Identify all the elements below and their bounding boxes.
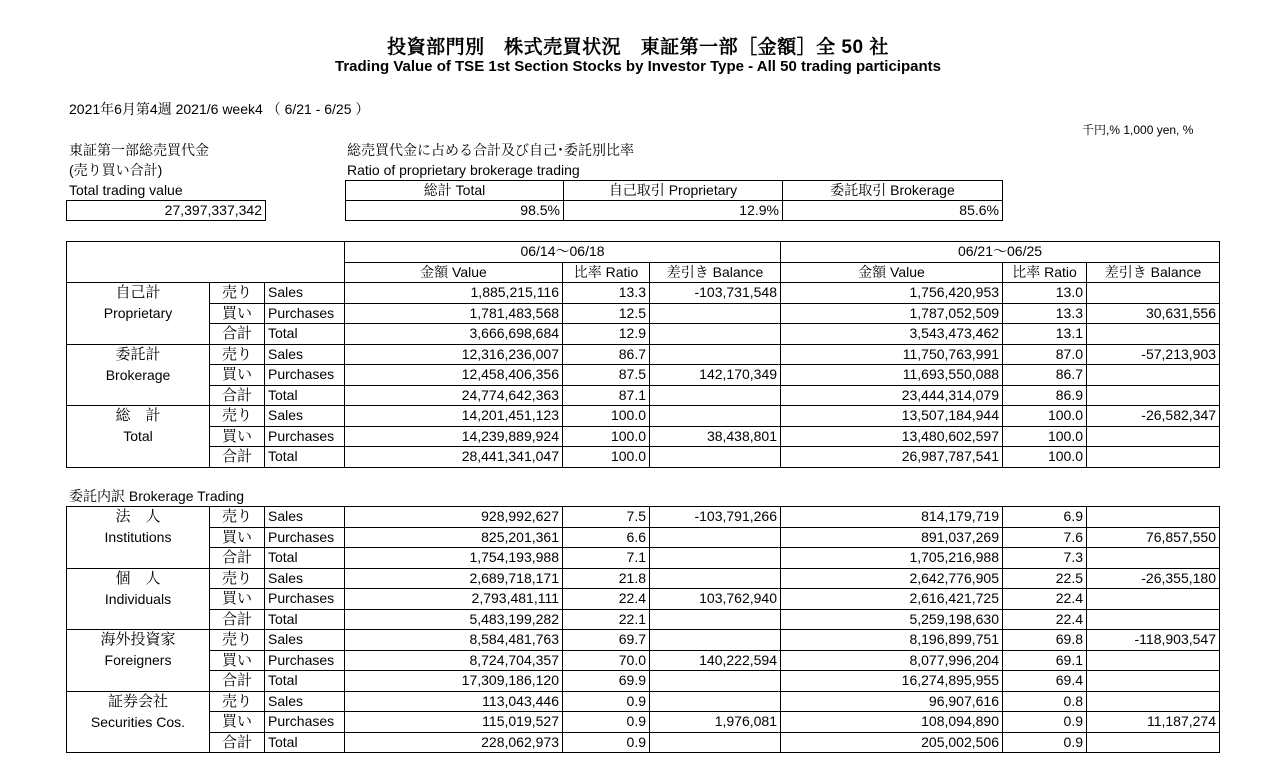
- row-type-en: Purchases: [265, 589, 345, 610]
- table-row: [67, 650, 1220, 671]
- period-header-2: 06/21～06/25: [781, 242, 1220, 263]
- unit-label: 千円,% 1,000 yen, %: [1082, 123, 1194, 137]
- col-header-balance-1: 差引き Balance: [650, 262, 781, 283]
- balance-period-1: [650, 527, 781, 548]
- value-period-2: 2,642,776,905: [781, 568, 1003, 589]
- balance-period-2: [1087, 385, 1220, 406]
- group-label: [67, 630, 210, 692]
- value-period-1: 1,754,193,988: [345, 548, 563, 569]
- row-type-en: Sales: [265, 568, 345, 589]
- row-type-en: Purchases: [265, 527, 345, 548]
- row-type-en: Sales: [265, 507, 345, 528]
- value-period-2: 11,693,550,088: [781, 365, 1003, 386]
- balance-period-1: [650, 406, 781, 427]
- value-period-2: 23,444,314,079: [781, 385, 1003, 406]
- table-row: [67, 344, 1220, 365]
- week-label: 2021年6月第4週 2021/6 week4 （ 6/21 - 6/25 ）: [69, 101, 370, 117]
- row-type-jp: 合計: [210, 385, 265, 406]
- value-period-2: 11,750,763,991: [781, 344, 1003, 365]
- group-name-jp: 自己計: [115, 284, 161, 301]
- group-name-en: Securities Cos.: [90, 713, 186, 730]
- row-type-jp: 合計: [210, 324, 265, 345]
- value-period-1: 825,201,361: [345, 527, 563, 548]
- value-period-1: 14,239,889,924: [345, 426, 563, 447]
- row-type-jp: 買い: [210, 650, 265, 671]
- total-value-label-jp: 東証第一部総売買代金: [69, 142, 209, 158]
- value-period-2: 5,259,198,630: [781, 609, 1003, 630]
- group-label: [67, 406, 210, 468]
- group-name-jp: 証券会社: [107, 692, 168, 710]
- total-value: 27,397,337,342: [67, 201, 266, 221]
- row-type-jp: 合計: [210, 671, 265, 692]
- balance-period-1: 142,170,349: [650, 365, 781, 386]
- ratio-period-2: 69.1: [1003, 650, 1087, 671]
- ratio-period-1: 100.0: [563, 447, 650, 468]
- row-type-en: Sales: [265, 691, 345, 712]
- table-row: [67, 303, 1220, 324]
- ratio-period-1: 86.7: [563, 344, 650, 365]
- value-period-2: 3,543,473,462: [781, 324, 1003, 345]
- value-period-2: 1,787,052,509: [781, 303, 1003, 324]
- ratio-header-proprietary: 自己取引 Proprietary: [564, 181, 783, 201]
- ratio-period-2: 7.6: [1003, 527, 1087, 548]
- ratio-label-jp: 総売買代金に占める合計及び自己･委託別比率: [347, 142, 634, 158]
- group-name-en: Individuals: [104, 590, 172, 607]
- table-row: [67, 712, 1220, 733]
- balance-period-1: [650, 548, 781, 569]
- balance-period-1: 103,762,940: [650, 589, 781, 610]
- balance-period-2: [1087, 691, 1220, 712]
- row-type-jp: 売り: [210, 344, 265, 365]
- balance-period-1: -103,731,548: [650, 283, 781, 304]
- ratio-period-1: 7.1: [563, 548, 650, 569]
- value-period-1: 8,584,481,763: [345, 630, 563, 651]
- row-type-en: Sales: [265, 283, 345, 304]
- value-period-2: 8,077,996,204: [781, 650, 1003, 671]
- ratio-period-1: 22.4: [563, 589, 650, 610]
- balance-period-1: 1,976,081: [650, 712, 781, 733]
- ratio-period-2: 87.0: [1003, 344, 1087, 365]
- row-type-jp: 買い: [210, 589, 265, 610]
- table-row: [67, 527, 1220, 548]
- total-value-box: [66, 200, 266, 221]
- header-blank: [67, 242, 345, 283]
- value-period-1: 2,689,718,171: [345, 568, 563, 589]
- ratio-period-1: 69.9: [563, 671, 650, 692]
- row-type-en: Total: [265, 732, 345, 753]
- main-trading-table: [66, 241, 1220, 468]
- row-type-jp: 合計: [210, 732, 265, 753]
- balance-period-1: [650, 671, 781, 692]
- ratio-period-1: 12.9: [563, 324, 650, 345]
- balance-period-2: [1087, 507, 1220, 528]
- balance-period-2: [1087, 548, 1220, 569]
- row-type-jp: 合計: [210, 447, 265, 468]
- value-period-1: 113,043,446: [345, 691, 563, 712]
- row-type-en: Total: [265, 447, 345, 468]
- ratio-table: [345, 180, 1003, 221]
- table-row: [67, 365, 1220, 386]
- balance-period-1: [650, 609, 781, 630]
- col-header-value-2: 金額 Value: [781, 262, 1003, 283]
- balance-period-1: [650, 385, 781, 406]
- total-value-label-en: Total trading value: [69, 182, 183, 198]
- table-row: [67, 507, 1220, 528]
- value-period-1: 928,992,627: [345, 507, 563, 528]
- value-period-1: 1,885,215,116: [345, 283, 563, 304]
- group-label: [67, 507, 210, 569]
- row-type-en: Sales: [265, 344, 345, 365]
- balance-period-2: -118,903,547: [1087, 630, 1220, 651]
- group-label: [67, 568, 210, 630]
- ratio-period-2: 13.0: [1003, 283, 1087, 304]
- ratio-value-brokerage: 85.6%: [783, 201, 1003, 221]
- ratio-value-proprietary: 12.9%: [564, 201, 783, 221]
- value-period-2: 16,274,895,955: [781, 671, 1003, 692]
- table-row: [67, 609, 1220, 630]
- ratio-period-1: 70.0: [563, 650, 650, 671]
- balance-period-2: [1087, 426, 1220, 447]
- value-period-2: 13,507,184,944: [781, 406, 1003, 427]
- ratio-period-2: 13.1: [1003, 324, 1087, 345]
- ratio-period-1: 0.9: [563, 712, 650, 733]
- row-type-jp: 合計: [210, 548, 265, 569]
- balance-period-2: [1087, 732, 1220, 753]
- balance-period-1: [650, 732, 781, 753]
- value-period-1: 5,483,199,282: [345, 609, 563, 630]
- balance-period-1: [650, 303, 781, 324]
- table-row: [67, 324, 1220, 345]
- value-period-1: 2,793,481,111: [345, 589, 563, 610]
- group-name-jp: 総 計: [115, 407, 161, 424]
- balance-period-1: 140,222,594: [650, 650, 781, 671]
- balance-period-2: -57,213,903: [1087, 344, 1220, 365]
- brokerage-section-title: 委託内訳 Brokerage Trading: [69, 488, 245, 504]
- table-row: [67, 671, 1220, 692]
- balance-period-2: -26,582,347: [1087, 406, 1220, 427]
- ratio-period-1: 87.5: [563, 365, 650, 386]
- balance-period-2: [1087, 589, 1220, 610]
- value-period-1: 24,774,642,363: [345, 385, 563, 406]
- row-type-en: Total: [265, 324, 345, 345]
- page-title-jp: 投資部門別 株式売買状況 東証第一部［金額］全 50 社: [387, 37, 889, 58]
- ratio-header-brokerage: 委託取引 Brokerage: [783, 181, 1003, 201]
- ratio-period-2: 69.8: [1003, 630, 1087, 651]
- table-row: [67, 385, 1220, 406]
- value-period-2: 8,196,899,751: [781, 630, 1003, 651]
- row-type-jp: 買い: [210, 527, 265, 548]
- value-period-2: 1,756,420,953: [781, 283, 1003, 304]
- ratio-period-1: 22.1: [563, 609, 650, 630]
- ratio-period-2: 100.0: [1003, 426, 1087, 447]
- table-row: [67, 548, 1220, 569]
- value-period-2: 13,480,602,597: [781, 426, 1003, 447]
- table-row: [67, 283, 1220, 304]
- ratio-period-1: 0.9: [563, 732, 650, 753]
- balance-period-1: [650, 568, 781, 589]
- value-period-1: 12,316,236,007: [345, 344, 563, 365]
- ratio-period-2: 22.5: [1003, 568, 1087, 589]
- ratio-period-1: 100.0: [563, 406, 650, 427]
- table-row: [67, 589, 1220, 610]
- group-name-jp: 個 人: [115, 569, 161, 587]
- value-period-1: 1,781,483,568: [345, 303, 563, 324]
- balance-period-2: 30,631,556: [1087, 303, 1220, 324]
- row-type-en: Purchases: [265, 712, 345, 733]
- row-type-jp: 売り: [210, 568, 265, 589]
- row-type-en: Sales: [265, 406, 345, 427]
- value-period-1: 8,724,704,357: [345, 650, 563, 671]
- row-type-en: Purchases: [265, 426, 345, 447]
- value-period-1: 115,019,527: [345, 712, 563, 733]
- balance-period-1: [650, 447, 781, 468]
- total-value-label-jp2: (売り買い合計): [69, 162, 163, 178]
- ratio-period-2: 0.9: [1003, 732, 1087, 753]
- balance-period-2: -26,355,180: [1087, 568, 1220, 589]
- value-period-2: 814,179,719: [781, 507, 1003, 528]
- ratio-header-total: 総計 Total: [346, 181, 564, 201]
- balance-period-2: [1087, 365, 1220, 386]
- value-period-1: 3,666,698,684: [345, 324, 563, 345]
- balance-period-2: [1087, 324, 1220, 345]
- row-type-jp: 売り: [210, 691, 265, 712]
- value-period-1: 14,201,451,123: [345, 406, 563, 427]
- balance-period-1: [650, 344, 781, 365]
- row-type-en: Total: [265, 385, 345, 406]
- ratio-period-2: 86.7: [1003, 365, 1087, 386]
- balance-period-2: [1087, 283, 1220, 304]
- balance-period-2: [1087, 671, 1220, 692]
- balance-period-1: -103,791,266: [650, 507, 781, 528]
- ratio-period-2: 86.9: [1003, 385, 1087, 406]
- value-period-1: 228,062,973: [345, 732, 563, 753]
- ratio-period-2: 69.4: [1003, 671, 1087, 692]
- value-period-2: 891,037,269: [781, 527, 1003, 548]
- group-name-en: Brokerage: [105, 366, 171, 383]
- row-type-en: Total: [265, 609, 345, 630]
- group-label: [67, 691, 210, 753]
- ratio-value-total: 98.5%: [346, 201, 564, 221]
- balance-period-1: [650, 691, 781, 712]
- ratio-period-2: 6.9: [1003, 507, 1087, 528]
- ratio-period-2: 22.4: [1003, 609, 1087, 630]
- value-period-2: 1,705,216,988: [781, 548, 1003, 569]
- row-type-jp: 売り: [210, 507, 265, 528]
- table-row: [67, 691, 1220, 712]
- balance-period-2: [1087, 609, 1220, 630]
- row-type-jp: 買い: [210, 303, 265, 324]
- value-period-1: 12,458,406,356: [345, 365, 563, 386]
- group-name-en: Institutions: [104, 529, 172, 545]
- balance-period-1: [650, 324, 781, 345]
- value-period-1: 28,441,341,047: [345, 447, 563, 468]
- group-name-en: Foreigners: [104, 652, 172, 668]
- value-period-2: 2,616,421,725: [781, 589, 1003, 610]
- ratio-period-1: 21.8: [563, 568, 650, 589]
- ratio-period-1: 0.9: [563, 691, 650, 712]
- group-name-en: Proprietary: [103, 305, 173, 321]
- group-name-jp: 海外投資家: [100, 631, 176, 648]
- row-type-en: Sales: [265, 630, 345, 651]
- balance-period-2: 11,187,274: [1087, 712, 1220, 733]
- balance-period-2: 76,857,550: [1087, 527, 1220, 548]
- ratio-period-1: 100.0: [563, 426, 650, 447]
- ratio-label-en: Ratio of proprietary brokerage trading: [347, 162, 580, 178]
- ratio-period-1: 69.7: [563, 630, 650, 651]
- balance-period-2: [1087, 650, 1220, 671]
- col-header-ratio-2: 比率 Ratio: [1003, 262, 1087, 283]
- table-row: [67, 406, 1220, 427]
- row-type-jp: 買い: [210, 712, 265, 733]
- table-row: [67, 732, 1220, 753]
- group-name-en: Total: [123, 428, 153, 444]
- group-label: [67, 344, 210, 406]
- row-type-en: Purchases: [265, 365, 345, 386]
- group-name-jp: 法 人: [115, 508, 161, 525]
- group-label: [67, 283, 210, 345]
- value-period-1: 17,309,186,120: [345, 671, 563, 692]
- ratio-period-1: 6.6: [563, 527, 650, 548]
- row-type-jp: 売り: [210, 406, 265, 427]
- col-header-value-1: 金額 Value: [345, 262, 563, 283]
- table-row: [67, 630, 1220, 651]
- ratio-period-2: 0.9: [1003, 712, 1087, 733]
- value-period-2: 26,987,787,541: [781, 447, 1003, 468]
- ratio-period-2: 7.3: [1003, 548, 1087, 569]
- row-type-en: Purchases: [265, 650, 345, 671]
- value-period-2: 205,002,506: [781, 732, 1003, 753]
- ratio-period-1: 87.1: [563, 385, 650, 406]
- row-type-jp: 売り: [210, 283, 265, 304]
- ratio-period-2: 100.0: [1003, 447, 1087, 468]
- row-type-en: Total: [265, 671, 345, 692]
- row-type-en: Purchases: [265, 303, 345, 324]
- ratio-period-2: 22.4: [1003, 589, 1087, 610]
- balance-period-1: 38,438,801: [650, 426, 781, 447]
- row-type-jp: 売り: [210, 630, 265, 651]
- value-period-2: 108,094,890: [781, 712, 1003, 733]
- group-name-jp: 委託計: [115, 345, 161, 363]
- balance-period-1: [650, 630, 781, 651]
- col-header-balance-2: 差引き Balance: [1087, 262, 1220, 283]
- page-title-en: Trading Value of TSE 1st Section Stocks by Investor Type - All 50 trading participants: [335, 58, 941, 75]
- ratio-period-2: 100.0: [1003, 406, 1087, 427]
- col-header-ratio-1: 比率 Ratio: [563, 262, 650, 283]
- value-period-2: 96,907,616: [781, 691, 1003, 712]
- row-type-jp: 買い: [210, 426, 265, 447]
- ratio-period-2: 13.3: [1003, 303, 1087, 324]
- row-type-en: Total: [265, 548, 345, 569]
- balance-period-2: [1087, 447, 1220, 468]
- table-row: [67, 568, 1220, 589]
- period-header-1: 06/14～06/18: [345, 242, 781, 263]
- ratio-period-1: 7.5: [563, 507, 650, 528]
- brokerage-trading-table: [66, 506, 1220, 753]
- row-type-jp: 買い: [210, 365, 265, 386]
- ratio-period-1: 13.3: [563, 283, 650, 304]
- ratio-period-1: 12.5: [563, 303, 650, 324]
- ratio-period-2: 0.8: [1003, 691, 1087, 712]
- table-row: [67, 447, 1220, 468]
- table-row: [67, 426, 1220, 447]
- row-type-jp: 合計: [210, 609, 265, 630]
